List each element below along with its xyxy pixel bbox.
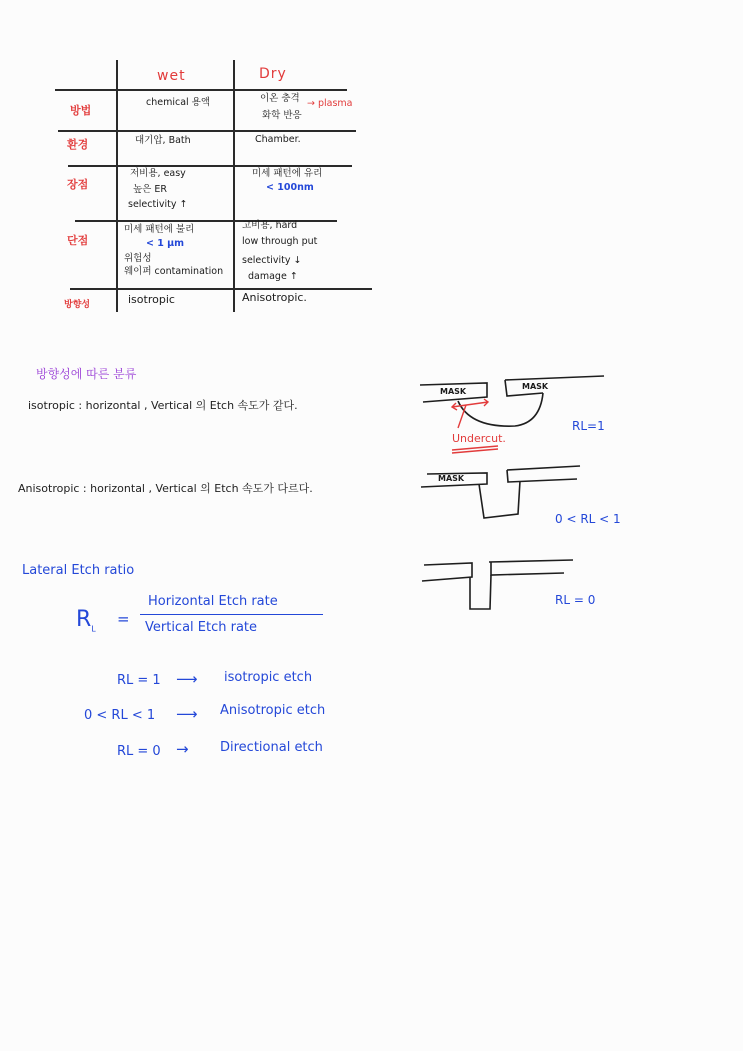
cell-wet-advantage-1: 저비용, easy (130, 168, 186, 179)
ratio-label-anisotropic: 0 < RL < 1 (555, 512, 621, 526)
ratio-symbol-r: R (76, 607, 92, 632)
mask-label: MASK (522, 382, 549, 391)
cell-dry-method-2: 화학 반응 (262, 110, 302, 121)
cell-wet-method: chemical 용액 (146, 97, 211, 108)
mask-label: MASK (440, 387, 467, 396)
row-label-disadvantage: 단점 (67, 234, 89, 247)
header-dry: Dry (259, 66, 287, 82)
case-result: Anisotropic etch (220, 703, 326, 718)
cell-dry-method-1: 이온 충격 (260, 93, 300, 104)
cell-dry-disadvantage-4: damage ↑ (248, 271, 298, 282)
cell-wet-disadvantage-size: < 1 μm (146, 238, 185, 249)
section-title: 방향성에 따른 분류 (36, 367, 137, 381)
fraction-numerator: Horizontal Etch rate (148, 594, 278, 609)
case-cond: 0 < RL < 1 (84, 708, 156, 723)
arrow-icon: ⟶ (176, 705, 198, 723)
arrow-icon: ⟶ (176, 670, 198, 688)
plasma-note: → plasma (307, 98, 353, 109)
row-label-direction: 방향성 (64, 300, 91, 310)
anisotropic-definition: Anisotropic : horizontal , Vertical 의 Etch 속도가 다르다. (18, 482, 313, 495)
case-result: isotropic etch (224, 670, 313, 685)
ratio-symbol (76, 607, 96, 633)
cell-dry-environment: Chamber. (255, 134, 301, 145)
ratio-label-isotropic: RL=1 (572, 419, 605, 433)
row-label-advantage: 장점 (67, 178, 89, 191)
cell-wet-advantage-2: 높은 ER (133, 184, 167, 195)
cell-dry-disadvantage-1: 고비용, hard (242, 220, 298, 231)
case-cond: RL = 1 (117, 673, 161, 688)
arrow-icon: → (176, 740, 189, 758)
fraction-bar (140, 614, 323, 615)
undercut-annotation: Undercut. (452, 432, 506, 445)
cell-wet-advantage-3: selectivity ↑ (128, 199, 188, 210)
cell-dry-advantage-size: < 100nm (266, 182, 314, 193)
cell-dry-disadvantage-3: selectivity ↓ (242, 255, 302, 266)
row-label-environment: 환경 (67, 138, 89, 151)
fraction-denominator: Vertical Etch rate (145, 620, 258, 635)
lateral-etch-title: Lateral Etch ratio (22, 563, 135, 578)
case-cond: RL = 0 (117, 744, 161, 759)
header-wet: wet (157, 68, 186, 84)
cell-dry-disadvantage-2: low through put (242, 236, 318, 247)
ratio-symbol-sub: L (91, 624, 96, 634)
cell-wet-direction: isotropic (128, 293, 175, 306)
mask-label: MASK (438, 474, 465, 483)
case-result: Directional etch (220, 740, 323, 755)
cell-wet-disadvantage-1: 미세 패턴에 불리 (124, 224, 195, 235)
isotropic-definition: isotropic : horizontal , Vertical 의 Etch 속도가 같다. (28, 399, 298, 412)
cell-wet-disadvantage-2: 위험성 (124, 253, 152, 264)
cell-dry-advantage: 미세 패턴에 유리 (252, 168, 323, 179)
cell-wet-disadvantage-3: 웨이퍼 contamination (124, 266, 224, 277)
equals-sign: = (117, 610, 130, 628)
row-label-method: 방법 (70, 104, 92, 117)
ratio-label-directional: RL = 0 (555, 593, 596, 607)
cell-wet-environment: 대기압, Bath (135, 135, 191, 146)
cell-dry-direction: Anisotropic. (242, 291, 307, 304)
